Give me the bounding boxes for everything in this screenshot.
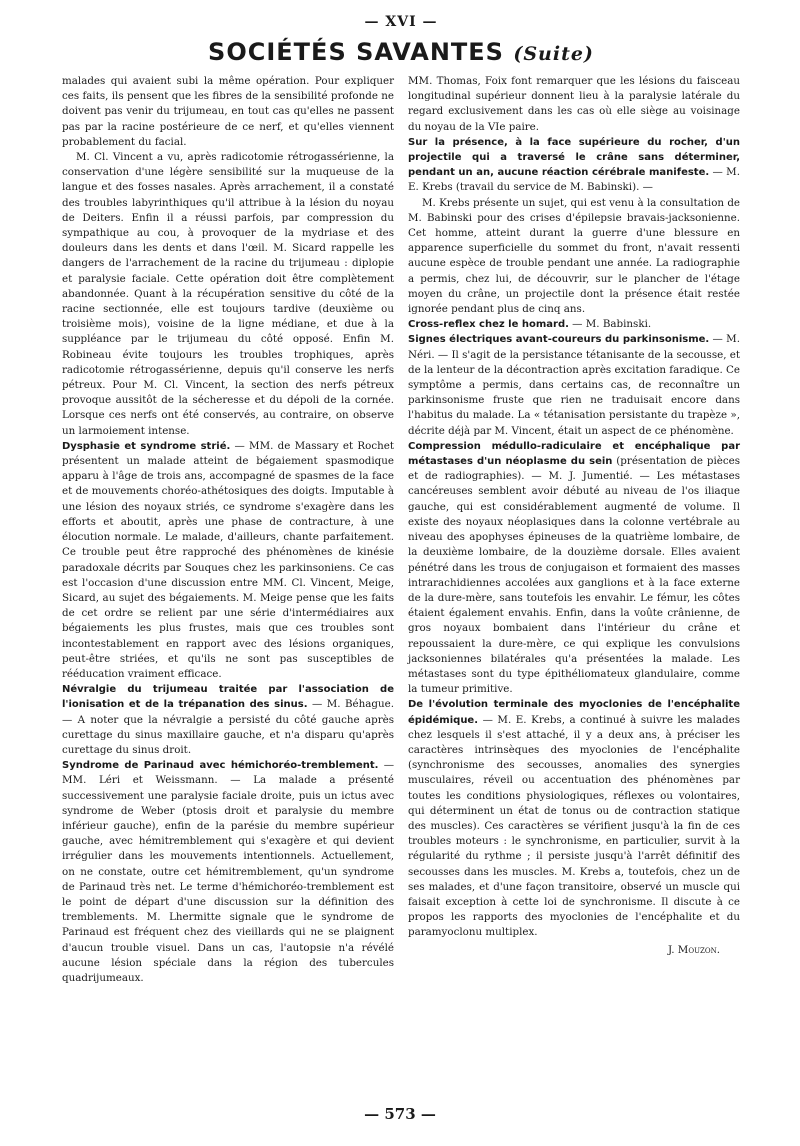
entry-body: — M. E. Krebs (travail du service de M. Babinski). — (408, 166, 740, 194)
right-column (408, 74, 740, 986)
left-column (62, 74, 394, 986)
entry-heading: Névralgie du trijumeau traitée par l'association de l'ionisation et de la trépanation des sinus. (62, 684, 394, 711)
entry-body: — M. Babinski. (568, 318, 652, 331)
entry-body: — MM. de Massary et Rochet présentent un malade atteint de bégaiement spasmodique apparu à l'âge de trois ans, accompagné de spasmes de la face et de mouvements choréo-athétosiques des doigts. Imputable à une lésion des noyaux striés, ce syndrome s'exagère dans les efforts et aboutit, après une phase de contracture, à une élocution normale. Le malade, d'ailleurs, chante parfaitement. Ce trouble peut être rapproché des phénomènes de kinésie paradoxale décrits par Souques chez les parkinsoniens. Ce cas est l'occasion d'une discussion entre MM. Cl. Vincent, Meige, Sicard, au sujet des bégaiements. M. Meige pense que les faits de cet ordre se relient par une série d'intermédiaires aux bégaiements les plus frustes, mais que ces troubles sont incontestablement en rapport avec des lésions organiques, peut-être striées, et qu'ils ne sont pas susceptibles de rééducation vraiment efficace. (62, 439, 394, 680)
entry-heading: Signes électriques avant-coureurs du parkinsonisme. (408, 334, 710, 346)
entry-heading: Syndrome de Parinaud avec hémichoréo-tremblement. (62, 760, 379, 772)
entry-heading: Cross-reflex chez le homard. (408, 319, 569, 331)
entry-body: — M. E. Krebs, a continué à suivre les malades chez lesquels il s'est attaché, il y a deux ans, à préciser les caractères intrinsèques des myoclonies de l'encéphalite (synchronisme des secousses, anomalies des synergies musculaires, réveil ou accentuation des phénomènes par toutes les conditions physiologiques, réflexes ou volontaires, qui déterminent un état de tonus ou de contraction statique des muscles). Ces caractères se vérifient jusqu'à la fin de ces troubles moteurs : le synchronisme, en particulier, survit à la régularité du rythme ; il persiste jusqu'à l'arrêt définitif des secousses dans les muscles. M. Krebs a, toutefois, chez un de ses malades, et d'une façon transitoire, observé un muscle qui faisait exception à cette loi de synchronisme. Il discute à ce propos les rapports des myoclonies de l'encéphalite et du paramyoclonu multiplex. (408, 713, 740, 939)
entry-body: — MM. Léri et Weissmann. — La malade a présenté successivement une paralysie faciale droite, puis un ictus avec syndrome de Weber (ptosis droit et paralysie du membre inférieur gauche), enfin de la parésie du membre supérieur gauche, avec hémitremblement qui s'exagère et qui devient irrégulier dans les mouvements intentionnels. Actuellement, on ne constate, outre cet hémitremblement, qu'un syndrome de Parinaud très net. Le terme d'hémichoréo-tremblement est le point de départ d'une discussion sur la définition des tremblements. M. Lhermitte signale que le syndrome de Parinaud est fréquent chez des vieillards qui ne se plaignent d'aucun trouble visuel. Dans un cas, l'autopsie n'a révélé aucune lésion spéciale dans la région des tubercules quadrijumeaux. (62, 759, 394, 984)
entry-body: (présentation de pièces et de radiographies). — M. J. Jumentié. — Les métastases cancéreuses semblent avoir débuté au niveau de l'os iliaque gauche, qui est considérablement augmenté de volume. Il existe des noyaux néoplasiques dans la colonne vertébrale au niveau des apophyses épineuses de la quatrième lombaire, de la deuxième lombaire, de la douzième dorsale. Elles avaient pénétré dans les trous de conjugaison et formaient des masses intrarachidiennes accolées aux ganglions et à la face externe de la dure-mère, sans toutefois les envahir. Le fémur, les côtes étaient également envahis. Enfin, dans la voûte crânienne, de gros noyaux bombaient dans l'intérieur du crâne et repoussaient la dure-mère, ce qui explique les convulsions jacksoniennes bilatérales qu'a présentées la malade. Les métastases sont du type épithéliomateux glandulaire, comme la tumeur primitive. (408, 455, 740, 696)
entry-body: — M. Néri. — Il s'agit de la persistance tétanisante de la secousse, et de la lenteur de la décontraction après excitation faradique. Ce symptôme a permis, dans certains cas, de reconnaître un parkinsonisme fruste que rien ne traduisait encore dans l'habitus du malade. La « tétanisation persistante du trapèze », décrite déjà par M. Vincent, était un aspect de ce phénomène. (408, 333, 740, 437)
two-columns (62, 74, 740, 986)
section-suite: (Suite) (513, 43, 594, 65)
entry-heading: Dysphasie et syndrome strié. (62, 440, 231, 452)
paragraph: M. Cl. Vincent a vu, après radicotomie rétrogassérienne, la conservation d'une légère sensibilité sur la muqueuse de la langue et des fosses nasales. Après arrachement, il a constaté des troubles labyrinthiques qu'il attribue à la lésion du noyau de Deiters. Enfin il a réussi parfois, par compression du sympathique au cou, à provoquer de la mydriase et des douleurs dans les dents et dans l'œil. M. Sicard rappelle les dangers de l'arrachement de la racine du trijumeau : diplopie et paralysie faciale. Cette opération doit être complètement abandonnée. Quant à la récupération sensitive du côté de la racine sectionnée, elle est toujours tardive (deuxième ou troisième mois), voisine de la ligne médiane, et due à la suppléance par le trijumeau du côté opposé. Enfin M. Robineau évite toujours les troubles trophiques, après radicotomie rétrogassérienne, depuis qu'il conserve les nerfs pétreux. Pour M. Cl. Vincent, la section des nerfs pétreux provoque aussitôt de la sécheresse et du dépoli de la cornée. Lorsque ces nerfs ont été conservés, au contraire, on observe un larmoiement intense. (62, 151, 394, 437)
paragraph: MM. Thomas, Foix font remarquer que les lésions du faisceau longitudinal supérieur donnent lieu à la paralysie latérale du regard exclusivement dans les cas où elle siège au voisinage du noyau de la VIe paire. (408, 75, 740, 133)
entry-body: — M. Béhague. — A noter que la névralgie a persisté du côté gauche après curettage du sinus maxillaire gauche, et n'a disparu qu'après curettage du sinus droit. (62, 698, 394, 756)
folio-roman: — XVI — (364, 14, 438, 30)
page-number: — 573 — (364, 1105, 436, 1123)
entry-heading: Compression médullo-radiculaire et encéphalique par métastases d'un néoplasme du sein (408, 440, 740, 468)
paragraph: malades qui avaient subi la même opération. Pour expliquer ces faits, ils pensent que les fibres de la sensibilité profonde ne doivent pas venir du trijumeau, en tout cas qu'elles ne passent pas par la racine postérieure de ce nerf, et qu'elles viennent probablement du facial. (62, 75, 394, 148)
paragraph: M. Krebs présente un sujet, qui est venu à la consultation de M. Babinski pour des crises d'épilepsie bravais-jacksonienne. Cet homme, atteint durant la guerre d'une blessure en apparence superficielle du sommet du front, n'avait ressenti aucune espèce de trouble pendant une année. La radiographie a permis, chez lui, de découvrir, sur le plancher de l'étage moyen du crâne, un projectile dont la présence était restée ignorée pendant plus de cinq ans. (408, 196, 740, 316)
author-signature: J. Mouzon. (667, 943, 720, 956)
section-title: SOCIÉTÉS SAVANTES (208, 38, 504, 66)
entry-heading: Sur la présence, à la face supérieure du rocher, d'un projectile qui a traversé le crâne sans déterminer, pendant un an, aucune réaction cérébrale manifeste. (408, 136, 740, 179)
entry-heading: De l'évolution terminale des myoclonies de l'encéphalite épidémique. (408, 699, 740, 726)
section-header (62, 38, 740, 66)
